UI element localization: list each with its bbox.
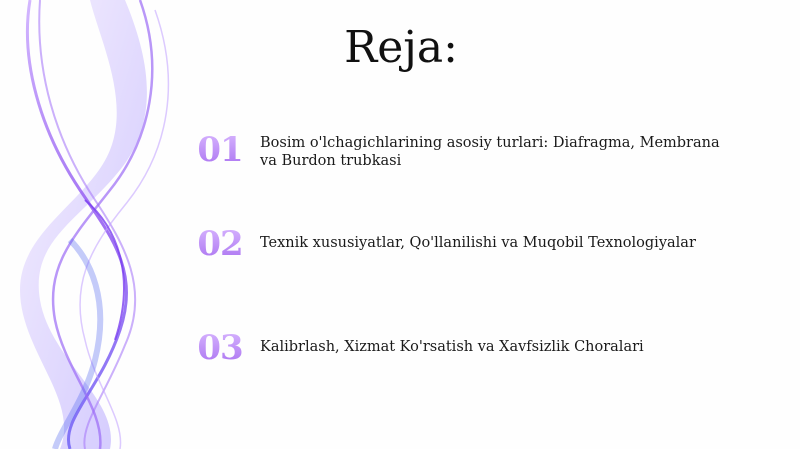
item-text: Kalibrlash, Xizmat Ko'rsatish va Xavfsizlik Choralari [260, 339, 644, 355]
item-number: 01 [195, 130, 245, 170]
item-text: Bosim o'lchagichlarining asosiy turlari: Diafragma, Membrana va Burdon trubkasi [260, 135, 720, 169]
slide-title: Reja: [344, 22, 458, 73]
item-text: Texnik xususiyatlar, Qo'llanilishi va Muqobil Texnologiyalar [260, 235, 696, 251]
item-number: 02 [195, 224, 245, 264]
agenda-item-2 [195, 224, 755, 284]
item-number: 03 [195, 328, 245, 368]
agenda-item-1 [195, 130, 755, 190]
agenda-item-3 [195, 328, 755, 388]
